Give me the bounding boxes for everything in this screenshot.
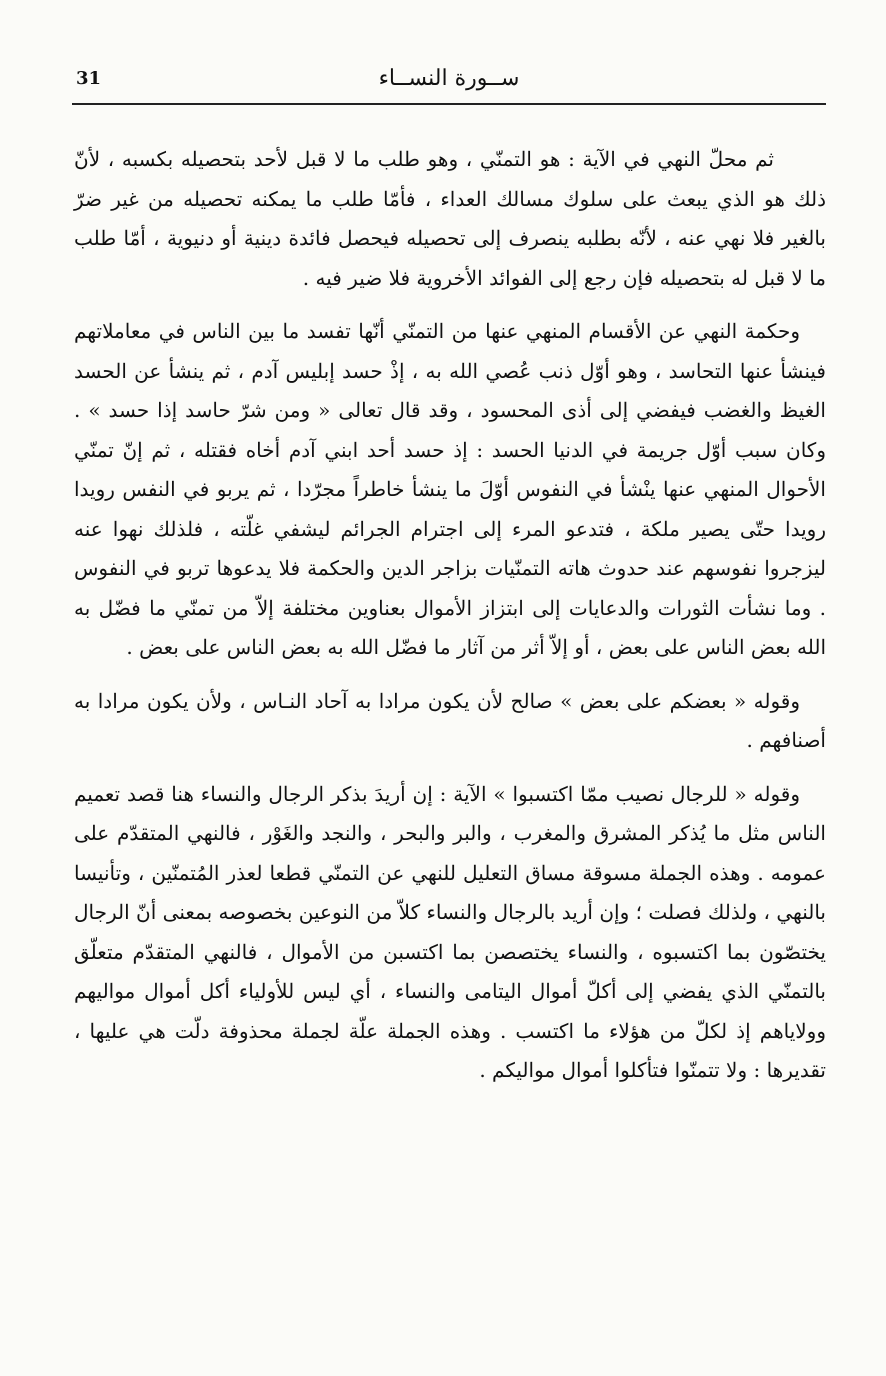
paragraph-1: ثم محلّ النهي في الآية : هو التمنّي ، وهو طلب ما لا قبل لأحد بتحصيله بكسبه ، لأنّ ذلك هو الذي يبعث على سلوك مسالك العداء ، فأمّا طلب ما يمكنه تحصيله من غير ضرّ بالغير فلا نهي عنه ، لأنّه بطلبه ينصرف إلى تحصيله فيحصل فائدة دينية أو دنيوية ، أمّا طلب ما لا قبل له بتحصيله فإن رجع إلى الفوائد الأخروية فلا ضير فيه . [74, 147, 826, 290]
paragraph-4: وقوله « للرجال نصيب ممّا اكتسبوا » الآية : إن أريدَ بذكر الرجال والنساء هنا قصد تعميم الناس مثل ما يُذكر المشرق والمغرب ، والبر والبحر ، والنجد والغَوْر ، فالنهي المتقدّم على عمومه . وهذه الجملة مسوقة مساق التعليل للنهي عن التمنّي قطعا لعذر المُتمنّين ، وتأنيسا بالنهي ، ولذلك فصلت ؛ وإن أريد بالرجال والنساء كلاّ من النوعين بخصوصه بمعنى أنّ الرجال يختصّون بما اكتسبوه ، والنساء يختصصن بما اكتسبن من الأموال ، فالنهي المتقدّم متعلّق بالتمنّي الذي يفضي إلى أكلّ أموال اليتامى والنساء ، أي ليس للأولياء أكل أموال مواليهم وولاياهم إذ لكلّ من هؤلاء ما اكتسب . وهذه الجملة علّة لجملة محذوفة دلّت هي عليها ، تقديرها : ولا تتمنّوا فتأكلوا أموال مواليكم . [74, 781, 826, 1082]
page-header [72, 62, 826, 102]
paragraph-3: وقوله « بعضكم على بعض » صالح لأن يكون مرادا به آحاد النـاس ، ولأن يكون مرادا به أصنافهم . [74, 688, 826, 752]
paragraph-2: وحكمة النهي عن الأقسام المنهي عنها من التمنّي أنّها تفسد ما بين الناس في معاملاتهم فينشأ عنها التحاسد ، وهو أوّل ذنب عُصي الله به ، إذْ حسد إبليس آدم ، ثم ينشأ عن الحسد الغيظ والغضب فيفضي إلى أذى المحسود ، وقد قال تعالى « ومن شرّ حاسد إذا حسد » . وكان سبب أوّل جريمة في الدنيا الحسد : إذ حسد أحد ابني آدم أخاه فقتله ، ثم إنّ تمنّي الأحوال المنهي عنها ينْشأ في النفوس أوّلَ ما ينشأ خاطراً مجرّدا ، ثم يربو في النفس رويدا رويدا حتّى يصير ملكة ، فتدعو المرء إلى اجترام الجرائم ليشفي غلّته ، فلذلك نهوا عنه ليزجروا نفوسهم عند حدوث هاته التمنّيات بزاجر الدين والحكمة فلا يدعوها تربو في النفوس . وما نشأت الثورات والدعايات إلى ابتزاز الأموال بعناوين مختلفة إلاّ من تمنّي ما فضّل به الله بعض الناس على بعض ، أو إلاّ أثر من آثار ما فضّل الله به بعض الناس على بعض . [74, 319, 827, 659]
running-title: ســورة النســاء [378, 66, 520, 91]
page-number: 31 [76, 68, 102, 89]
header-divider [72, 103, 826, 105]
page-body [74, 140, 826, 1105]
